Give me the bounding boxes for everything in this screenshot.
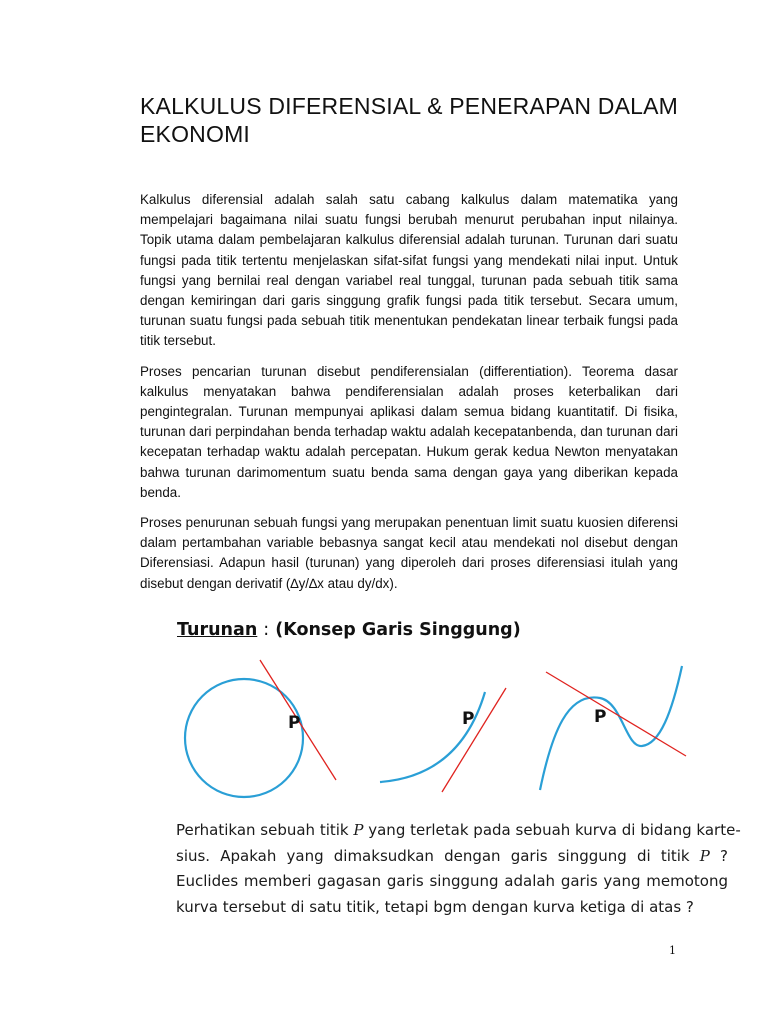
- circle-point-label: P: [288, 713, 301, 733]
- convex-curve: [380, 692, 485, 782]
- figure-caption: [176, 818, 741, 920]
- tangent-diagrams: [160, 652, 740, 802]
- caption-text: Euclides memberi gagasan garis singgung adalah garis yang memotong: [176, 872, 728, 890]
- paragraph-3: Proses penurunan sebuah fungsi yang merupakan penentuan limit suatu kuosien diferensi dalam pertambahan variable bebasnya sangat kecil atau mendekati nol disebut dengan Diferensiasi. Adapun hasil (turunan) yang diperoleh dari proses diferensiasi itulah yang disebut dengan derivatif (∆y/∆x atau dy/dx).: [140, 515, 678, 591]
- caption-variable: P: [699, 846, 710, 865]
- convex-tangent-line: [442, 688, 506, 792]
- wave-diagram: [540, 666, 686, 790]
- figure-heading-separator: :: [263, 620, 270, 640]
- circle-diagram: [185, 660, 336, 797]
- circle-curve: [185, 679, 303, 797]
- caption-text: kurva tersebut di satu titik, tetapi bgm dengan kurva ketiga di atas ?: [176, 897, 694, 916]
- convex-diagram: [380, 688, 506, 792]
- figure-heading-underlined: Turunan: [177, 620, 258, 640]
- caption-variable: P: [353, 821, 364, 839]
- page-number: 1: [669, 944, 676, 957]
- caption-text: sius. Apakah yang dimaksudkan dengan garis singgung di titik: [176, 846, 700, 865]
- caption-line-3: [176, 869, 728, 895]
- figure-heading: [177, 620, 740, 648]
- figure-heading-rest: (Konsep Garis Singgung): [275, 620, 521, 640]
- document-title: KALKULUS DIFERENSIAL & PENERAPAN DALAM EKONOMI: [140, 93, 679, 147]
- paragraph-1: Kalkulus diferensial adalah salah satu cabang kalkulus dalam matematika yang mempelajari bagaimana nilai suatu fungsi berubah menurut perubahan input nilainya. Topik utama dalam pembelajaran kalkulus diferensial adalah turunan. Turunan dari suatu fungsi pada titik tertentu menjelaskan sifat-sifat fungsi yang mendekati nilai input. Untuk fungsi yang bernilai real dengan variabel real tunggal, turunan pada sebuah titik sama dengan kemiringan dari garis singgung grafik fungsi pada titik tersebut. Secara umum, turunan suatu fungsi pada sebuah titik menentukan pendekatan linear terbaik fungsi pada titik tersebut.: [140, 192, 678, 349]
- tangent-figure: [160, 612, 741, 916]
- caption-line-1: [176, 818, 741, 844]
- paragraph-2: Proses pencarian turunan disebut pendiferensialan (differentiation). Teorema dasar kalkulus menyatakan bahwa pendiferensialan adalah proses keterbalikan dari pengintegralan. Turunan mempunyai aplikasi dalam semua bidang kuantitatif. Di fisika, turunan dari perpindahan benda terhadap waktu adalah kecepatanbenda, dan turunan dari kecepatan terhadap waktu adalah percepatan. Hukum gerak kedua Newton menyatakan bahwa turunan darimomentum suatu benda sama dengan gaya yang diberikan kepada benda.: [140, 363, 678, 500]
- caption-line-2: [176, 844, 728, 870]
- body-text: [140, 190, 678, 604]
- wave-curve: [540, 666, 682, 790]
- caption-text: yang terletak pada sebuah kurva di bidang karte-: [363, 821, 741, 839]
- wave-point-label: P: [594, 707, 607, 727]
- caption-text: Perhatikan sebuah titik: [176, 821, 354, 839]
- caption-line-4: [176, 895, 728, 921]
- caption-text: ?: [709, 846, 729, 865]
- convex-point-label: P: [462, 709, 475, 729]
